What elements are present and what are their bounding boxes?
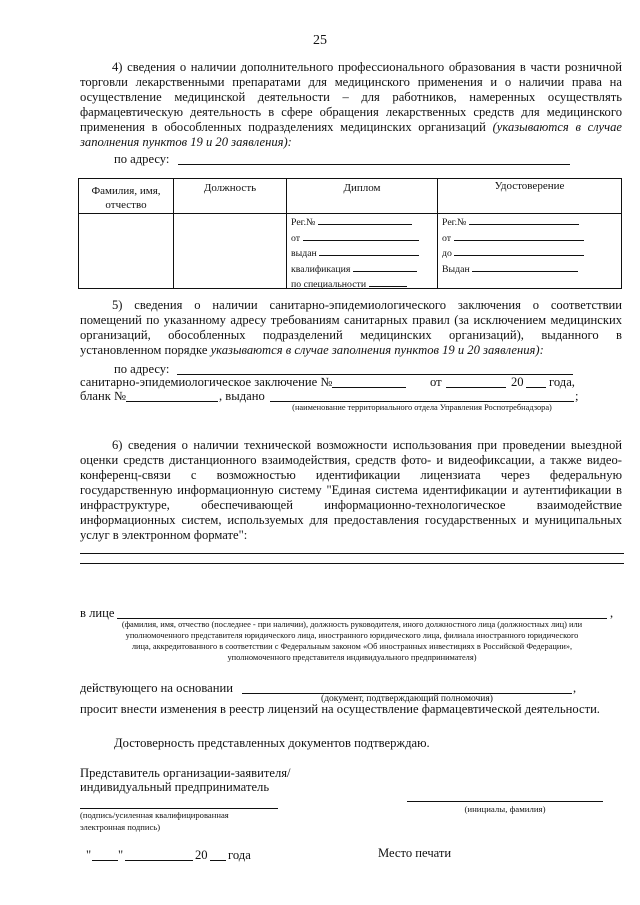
section-6-line-4: государственную информационную систему "Единая система идентификации и аутентификации в (80, 483, 622, 497)
certificate-from-field[interactable]: от (442, 230, 618, 246)
section-5-line-1: 5) сведения о наличии санитарно-эпидемиологического заключения о соответствии (112, 298, 622, 312)
section-5-line-4: установленном порядке указываются в случае заполнения пунктов 19 и 20 заявления): (80, 343, 544, 357)
issued-label: , выдано (219, 389, 265, 403)
certificate-to-field[interactable]: до (442, 245, 618, 261)
section-4-line-2: торговли лекарственными препаратами для медицинского применения и о наличии права на (80, 75, 622, 89)
date-quote-open: " (86, 848, 92, 862)
header-cell-name: Фамилия, имя, отчество (79, 179, 174, 214)
conclusion-year-prefix: 20 (511, 375, 524, 389)
section-5-address-label: по адресу: (114, 362, 170, 376)
conclusion-from-label: от (430, 375, 442, 389)
section-5-line-3: организаций, обособленных подразделений медицинских организаций), выданного в (80, 328, 622, 342)
blank-label: бланк № (80, 389, 126, 403)
initials-hint: (инициалы, фамилия) (464, 804, 546, 814)
header-cell-certificate: Удостоверение (438, 179, 622, 214)
request-text: просит внести изменения в реестр лицензий на осуществление фармацевтической деятельности. (80, 702, 600, 716)
signature-hint: (подпись/усиленная квалифицированная электронная подпись) (80, 810, 229, 832)
section-6-line-6: информационных систем, используемых для предоставления государственных и муниципальных (80, 513, 622, 527)
diploma-from-field[interactable]: от (291, 230, 433, 246)
diploma-reg-field[interactable]: Рег.№ (291, 214, 433, 230)
section-6-line-7: услуг в электронном формате": (80, 528, 248, 542)
initials-field[interactable] (407, 801, 603, 802)
section-6-line-1: 6) сведения о наличии технической возможности использования при проведении выездной (112, 438, 622, 452)
section-6-line-3: конференц-связи с возможностью идентификации лицензиата через федеральную (80, 468, 622, 482)
section-4-line-6: заполнения пунктов 19 и 20 заявления): (80, 135, 292, 149)
staff-table (78, 178, 622, 289)
page-number: 25 (313, 33, 327, 48)
representative-line-2: индивидуальный предприниматель (80, 780, 270, 794)
diploma-issued-field[interactable]: выдан (291, 245, 433, 261)
basis-comma: , (573, 681, 577, 695)
section-5-line-2: помещений по указанному адресу требованиям санитарных правил (за исключением медицинских (80, 313, 622, 327)
diploma-qualification-field[interactable]: квалификация (291, 261, 433, 277)
section-4-line-3: осуществление медицинской деятельности – для работников, намеренных осуществлять (80, 90, 622, 104)
certificate-reg-field[interactable]: Рег.№ (442, 214, 618, 230)
section-5 (80, 298, 622, 358)
conclusion-label: санитарно-эпидемиологическое заключение № (80, 375, 333, 389)
issuer-semicolon: ; (575, 389, 579, 403)
date-quote-close: " (118, 848, 124, 862)
stamp-place: Место печати (378, 846, 452, 860)
date-day-field[interactable] (92, 860, 118, 861)
section-6-field-line-2[interactable] (80, 563, 624, 564)
diploma-specialty-field[interactable]: по специальности (291, 276, 433, 292)
cell-name-value[interactable] (79, 214, 174, 289)
date-year-suffix: года (228, 848, 251, 862)
conclusion-year-field[interactable] (526, 387, 546, 388)
person-label: в лице (80, 606, 115, 620)
person-hint: (фамилия, имя, отчество (последнее - при наличии), должность руководителя, иного должностного лица (должностных лиц) или уполномоченного представителя юридического лица, иностранного юридического лица, филиала иностранного юридического лица, аккредитованного в соответствии с Федеральным законом «Об иностранных инвестициях в Российской Федерации», уполномоченного представителя индивидуального предпринимателя) (121, 620, 583, 662)
section-6-line-5: инфраструктуре, обеспечивающей информационно-технологическое взаимодействие (80, 498, 622, 512)
date-year-field[interactable] (210, 860, 226, 861)
section-4-line-5: применения в обособленных подразделениях медицинских организаций (указываются в случае (80, 120, 622, 134)
basis-label: действующего на основании (80, 681, 233, 695)
conclusion-number-field[interactable] (332, 387, 406, 388)
section-4-line-1: 4) сведения о наличии дополнительного профессионального образования в части розничной (112, 60, 622, 74)
issuer-hint: (наименование территориального отдела Управления Роспотребнадзора) (292, 403, 552, 412)
cell-diploma-value (287, 214, 438, 289)
blank-number-field[interactable] (126, 401, 218, 402)
date-year-prefix: 20 (195, 848, 208, 862)
section-4-address-label: по адресу: (114, 152, 170, 166)
date-month-field[interactable] (125, 860, 193, 861)
representative-line-1: Представитель организации-заявителя/ (80, 766, 291, 780)
cell-certificate-value (438, 214, 622, 289)
section-4 (80, 60, 622, 150)
certificate-issued-field[interactable]: Выдан (442, 261, 618, 277)
conclusion-year-suffix: года, (549, 375, 575, 389)
person-comma: , (610, 606, 614, 620)
section-6 (80, 438, 622, 543)
section-6-line-2: оценки средств дистанционного взаимодействия, средств фото- и видеофиксации, а также видео- (80, 453, 622, 467)
section-4-address-field[interactable] (178, 164, 570, 165)
section-6-field-line-1[interactable] (80, 553, 624, 554)
basis-hint: (документ, подтверждающий полномочия) (321, 694, 493, 704)
section-4-line-4: фармацевтическую деятельность в сфере обращения лекарственных средств для медицинского (80, 105, 622, 119)
conclusion-date-field[interactable] (446, 387, 506, 388)
header-cell-position: Должность (174, 179, 287, 214)
header-cell-diploma: Диплом (287, 179, 438, 214)
cell-position-value[interactable] (174, 214, 287, 289)
confirm-text: Достоверность представленных документов подтверждаю. (114, 736, 430, 750)
